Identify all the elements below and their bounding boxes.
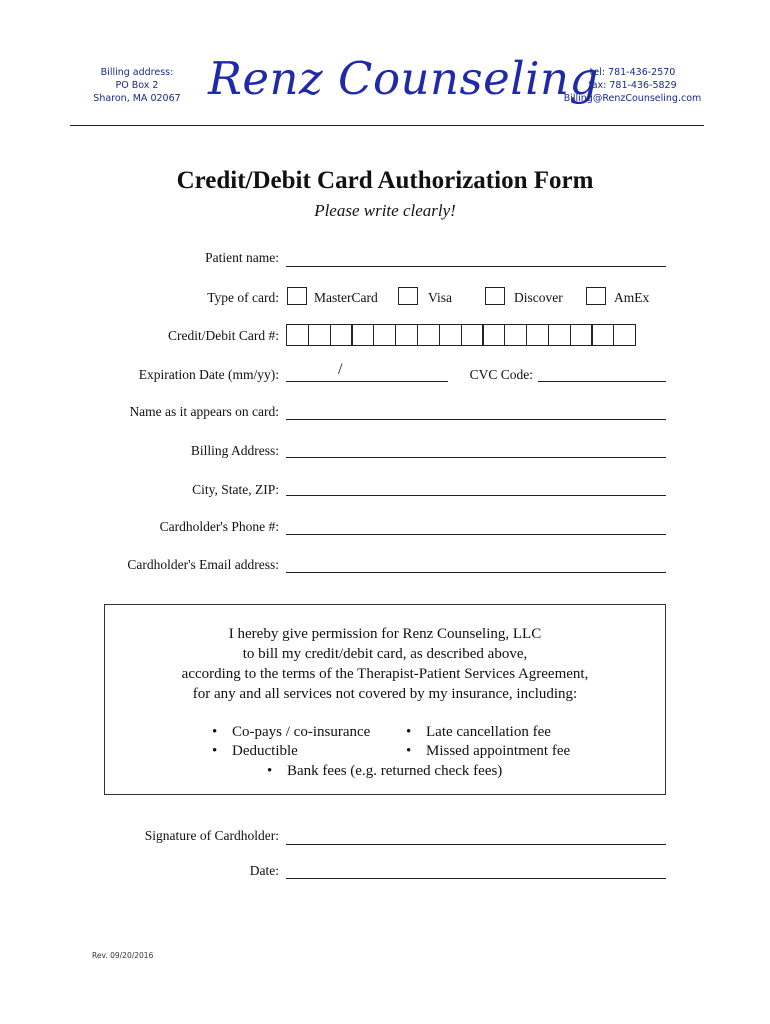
- expiration-separator: /: [338, 361, 343, 378]
- authorization-line: for any and all services not covered by my insurance, including:: [192, 686, 578, 702]
- bullet-item: [406, 743, 570, 760]
- expiration-label: Expiration Date (mm/yy):: [138, 367, 279, 382]
- city-state-zip-label: City, State, ZIP:: [192, 482, 279, 497]
- card-digit-box[interactable]: [439, 324, 462, 346]
- bullet-text: Missed appointment fee: [426, 743, 571, 759]
- card-digit-box[interactable]: [373, 324, 396, 346]
- signature-field[interactable]: [286, 844, 666, 845]
- date-field[interactable]: [286, 878, 666, 879]
- card-digit-box[interactable]: [286, 324, 309, 346]
- form-subtitle: Please write clearly!: [314, 201, 456, 220]
- phone-label: Cardholder's Phone #:: [159, 519, 279, 534]
- bullet-text: Late cancellation fee: [426, 724, 551, 740]
- bullet-icon: •: [406, 743, 412, 759]
- card-digit-box[interactable]: [395, 324, 418, 346]
- patient-name-label: Patient name:: [205, 250, 279, 265]
- expiration-field[interactable]: [286, 381, 448, 382]
- signature-label: Signature of Cardholder:: [144, 828, 279, 843]
- card-number-grid: [286, 324, 636, 346]
- city-state-zip-field[interactable]: [286, 495, 666, 496]
- bullet-item: [406, 724, 551, 741]
- date-label: Date:: [249, 863, 279, 878]
- discover-label: Discover: [514, 290, 563, 305]
- header-divider: [70, 125, 704, 126]
- name-on-card-field[interactable]: [286, 419, 666, 420]
- card-digit-box[interactable]: [417, 324, 440, 346]
- email-label: Cardholder's Email address:: [127, 557, 279, 572]
- card-digit-box[interactable]: [351, 324, 374, 346]
- card-digit-box[interactable]: [613, 324, 636, 346]
- cvc-field[interactable]: [538, 381, 666, 382]
- billing-city: Sharon, MA 02067: [93, 93, 181, 104]
- visa-checkbox[interactable]: [398, 287, 418, 305]
- form-title: Credit/Debit Card Authorization Form: [176, 167, 594, 194]
- mastercard-checkbox[interactable]: [287, 287, 307, 305]
- bullet-item: [267, 763, 502, 780]
- bullet-item: [212, 724, 370, 741]
- billing-address-label: Billing address:: [100, 67, 174, 78]
- billing-po-box: PO Box 2: [115, 80, 159, 91]
- authorization-line: I hereby give permission for Renz Counseling, LLC: [228, 626, 542, 642]
- patient-name-field[interactable]: [286, 266, 666, 267]
- email-field[interactable]: [286, 572, 666, 573]
- billing-address-block: [62, 66, 212, 105]
- contact-email: Billing@RenzCounseling.com: [563, 93, 702, 104]
- card-digit-box[interactable]: [461, 324, 484, 346]
- contact-tel: tel: 781-436-2570: [589, 67, 676, 78]
- card-digit-box[interactable]: [482, 324, 505, 346]
- phone-field[interactable]: [286, 534, 666, 535]
- billing-address-field-label: Billing Address:: [190, 443, 279, 458]
- bullet-item: [212, 743, 298, 760]
- bullet-icon: •: [212, 743, 218, 759]
- bullet-icon: •: [406, 724, 412, 740]
- authorization-line: according to the terms of the Therapist-Patient Services Agreement,: [181, 666, 589, 682]
- mastercard-label: MasterCard: [314, 290, 378, 305]
- bullet-text: Deductible: [232, 743, 298, 759]
- bullet-icon: •: [212, 724, 218, 740]
- amex-checkbox[interactable]: [586, 287, 606, 305]
- billing-address-field[interactable]: [286, 457, 666, 458]
- cvc-label: CVC Code:: [469, 367, 533, 382]
- card-type-label: Type of card:: [207, 290, 279, 305]
- card-digit-box[interactable]: [308, 324, 331, 346]
- visa-label: Visa: [428, 290, 452, 305]
- contact-block: [560, 66, 705, 105]
- card-number-label: Credit/Debit Card #:: [168, 328, 279, 343]
- card-digit-box[interactable]: [330, 324, 353, 346]
- revision-note: Rev. 09/20/2016: [92, 951, 154, 960]
- bullet-text: Bank fees (e.g. returned check fees): [287, 763, 503, 779]
- discover-checkbox[interactable]: [485, 287, 505, 305]
- card-digit-box[interactable]: [591, 324, 614, 346]
- card-digit-box[interactable]: [548, 324, 571, 346]
- bullet-text: Co-pays / co-insurance: [232, 724, 371, 740]
- card-digit-box[interactable]: [570, 324, 593, 346]
- authorization-line: to bill my credit/debit card, as described above,: [242, 646, 528, 662]
- amex-label: AmEx: [614, 290, 650, 305]
- bullet-icon: •: [267, 763, 273, 779]
- company-logo: Renz Counseling: [208, 52, 599, 105]
- name-on-card-label: Name as it appears on card:: [129, 404, 279, 419]
- card-digit-box[interactable]: [526, 324, 549, 346]
- card-digit-box[interactable]: [504, 324, 527, 346]
- contact-fax: fax: 781-436-5829: [588, 80, 677, 91]
